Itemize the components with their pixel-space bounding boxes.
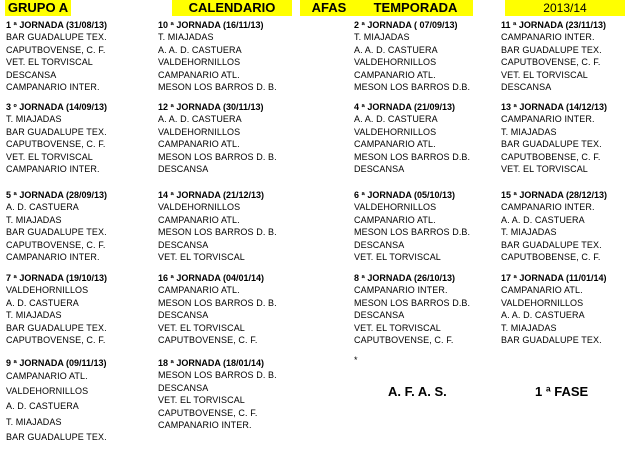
team-entry: MESON LOS BARROS D. B.: [158, 82, 277, 92]
team-entry: CAMPANARIO INTER.: [6, 252, 100, 262]
jornada-block: [350, 272, 500, 347]
jornada-block: [2, 189, 152, 264]
team-entry: VALDEHORNILLOS: [6, 386, 89, 397]
team-entry: DESCANSA: [158, 164, 209, 174]
team-entry: MESON LOS BARROS D.B.: [354, 297, 471, 308]
team-entry: VALDEHORNILLOS: [354, 126, 437, 137]
team-entry: VALDEHORNILLOS: [354, 202, 437, 212]
team-entry: VALDEHORNILLOS: [354, 57, 437, 67]
team-entry: VALDEHORNILLOS: [158, 126, 241, 137]
group-title: GRUPO A: [5, 0, 71, 16]
team-entry: A. D. CASTUERA: [6, 297, 79, 308]
team-entry: BAR GUADALUPE TEX.: [6, 126, 107, 137]
jornada-block: [2, 357, 152, 445]
jornada-title: 4 ª JORNADA (21/09/13): [354, 102, 456, 112]
team-entry: T. MIAJADAS: [354, 32, 410, 42]
jornada-title: 9 ª JORNADA (09/11/13): [6, 358, 107, 368]
team-entry: CAMPANARIO INTER.: [501, 32, 595, 42]
team-entry: T. MIAJADAS: [501, 322, 557, 333]
jornada-block: [350, 19, 500, 94]
team-entry: MESON LOS BARROS D. B.: [158, 297, 277, 308]
jornada-title: 11 ª JORNADA (23/11/13): [501, 20, 607, 30]
jornada-block: [350, 101, 500, 176]
team-entry: DESCANSA: [158, 382, 209, 393]
team-entry: BAR GUADALUPE TEX.: [501, 335, 602, 345]
team-entry: DESCANSA: [354, 164, 405, 174]
team-entry: VET. EL TORVISCAL: [354, 322, 441, 333]
jornada-title: 8 ª JORNADA (26/10/13): [354, 273, 456, 283]
jornada-title: 7 ª JORNADA (19/10/13): [6, 273, 108, 283]
team-entry: DESCANSA: [354, 239, 405, 250]
team-entry: A. A. D. CASTUERA: [158, 44, 242, 55]
team-entry: A. D. CASTUERA: [6, 401, 79, 412]
jornada-block: [154, 189, 304, 264]
team-entry: T. MIAJADAS: [501, 227, 557, 237]
team-entry: CAPUTBOVENSE, C. F.: [158, 407, 258, 418]
team-entry: BAR GUADALUPE TEX.: [6, 227, 107, 237]
team-entry: DESCANSA: [501, 82, 552, 92]
team-entry: T. MIAJADAS: [6, 310, 62, 320]
footer-phase: 1 ª FASE: [535, 384, 589, 399]
team-entry: BAR GUADALUPE TEX.: [6, 32, 107, 42]
team-entry: DESCANSA: [354, 310, 405, 320]
jornada-title: 12 ª JORNADA (30/11/13): [158, 102, 264, 112]
team-entry: DESCANSA: [158, 310, 209, 320]
team-entry: BAR GUADALUPE TEX.: [6, 431, 107, 442]
team-entry: CAMPANARIO INTER.: [354, 285, 448, 295]
team-entry: T. MIAJADAS: [6, 214, 62, 225]
team-entry: VALDEHORNILLOS: [6, 285, 89, 295]
jornada-title: 14 ª JORNADA (21/12/13): [158, 190, 265, 200]
jornada-block: [350, 189, 500, 264]
team-entry: A. A. D. CASTUERA: [158, 114, 242, 124]
jornada-title: 2 ª JORNADA ( 07/09/13): [354, 20, 458, 30]
jornada-block: [2, 19, 152, 94]
jornada-block: [497, 272, 640, 347]
team-entry: T. MIAJADAS: [158, 32, 214, 42]
jornada-block: [497, 189, 640, 264]
team-entry: DESCANSA: [158, 239, 209, 250]
team-entry: CAMPANARIO ATL.: [354, 69, 436, 80]
team-entry: BAR GUADALUPE TEX.: [501, 44, 602, 55]
team-entry: VET. EL TORVISCAL: [501, 69, 588, 80]
team-entry: VET. EL TORVISCAL: [158, 252, 245, 262]
team-entry: MESON LOS BARROS D.B.: [354, 82, 471, 92]
team-entry: CAMPANARIO INTER.: [501, 114, 595, 124]
team-entry: A. A. D. CASTUERA: [501, 310, 585, 320]
team-entry: VET. EL TORVISCAL: [158, 322, 245, 333]
team-entry: CAPUTBOVENSE, C. F.: [6, 239, 106, 250]
team-entry: CAPUTBOBENSE, C. F.: [501, 252, 601, 262]
team-entry: CAMPANARIO INTER.: [6, 82, 100, 92]
team-entry: CAPUTBOVENSE, C. F.: [354, 335, 454, 345]
jornada-block: [497, 19, 640, 94]
team-entry: CAPUTBOVENSE, C. F.: [501, 57, 601, 67]
team-entry: CAMPANARIO ATL.: [158, 139, 240, 149]
team-entry: VET. EL TORVISCAL: [501, 164, 588, 174]
jornada-title: 13 ª JORNADA (14/12/13): [501, 102, 608, 112]
team-entry: MESON LOS BARROS D.B.: [354, 227, 471, 237]
jornada-title: 18 ª JORNADA (18/01/14): [158, 358, 265, 368]
team-entry: A. A. D. CASTUERA: [354, 44, 438, 55]
team-entry: A. A. D. CASTUERA: [501, 214, 585, 225]
asterisk-mark: *: [354, 355, 358, 365]
jornada-block: [2, 101, 152, 176]
team-entry: CAMPANARIO INTER.: [6, 164, 100, 174]
jornada-title: 16 ª JORNADA (04/01/14): [158, 273, 265, 283]
jornada-title: 15 ª JORNADA (28/12/13): [501, 190, 608, 200]
jornada-title: 6 ª JORNADA (05/10/13): [354, 190, 456, 200]
team-entry: CAMPANARIO ATL.: [158, 285, 240, 295]
team-entry: CAPUTBOBENSE, C. F.: [501, 151, 601, 162]
jornada-block: [497, 101, 640, 176]
team-entry: VALDEHORNILLOS: [501, 297, 584, 308]
team-entry: BAR GUADALUPE TEX.: [501, 139, 602, 149]
header-bar: [0, 0, 640, 16]
team-entry: A. D. CASTUERA: [6, 202, 79, 212]
team-entry: CAPUTBOVENSE, C. F.: [6, 44, 106, 55]
team-entry: MESON LOS BARROS D.B.: [354, 151, 471, 162]
season-label: 2013/14: [505, 0, 625, 16]
jornada-block: [154, 101, 304, 176]
jornada-title: 3 º JORNADA (14/09/13): [6, 102, 107, 112]
team-entry: CAPUTBOVENSE, C. F.: [158, 335, 258, 345]
team-entry: VET. EL TORVISCAL: [6, 151, 93, 162]
team-entry: BAR GUADALUPE TEX.: [6, 322, 107, 333]
team-entry: T. MIAJADAS: [501, 126, 557, 137]
team-entry: T. MIAJADAS: [6, 416, 62, 427]
temporada-title: TEMPORADA: [358, 0, 473, 16]
team-entry: MESON LOS BARROS D. B.: [158, 227, 277, 237]
footer-org: A. F. A. S.: [388, 384, 447, 399]
team-entry: CAMPANARIO ATL.: [158, 214, 240, 225]
calendar-title: CALENDARIO: [172, 0, 292, 16]
team-entry: MESON LOS BARROS D. B.: [158, 370, 277, 380]
team-entry: VALDEHORNILLOS: [158, 202, 241, 212]
org-title: AFAS: [300, 0, 358, 16]
team-entry: A. A. D. CASTUERA: [354, 114, 438, 124]
team-entry: CAMPANARIO ATL.: [158, 69, 240, 80]
jornada-block: [2, 272, 152, 347]
jornada-block: [154, 19, 304, 94]
team-entry: T. MIAJADAS: [6, 114, 62, 124]
jornada-title: 1 ª JORNADA (31/08/13): [6, 20, 108, 30]
team-entry: CAMPANARIO ATL.: [354, 139, 436, 149]
team-entry: CAPUTBOVENSE, C. F.: [6, 139, 106, 149]
team-entry: CAMPANARIO ATL.: [501, 285, 583, 295]
team-entry: DESCANSA: [6, 69, 57, 80]
team-entry: CAMPANARIO ATL.: [6, 371, 88, 381]
jornada-title: 17 ª JORNADA (11/01/14): [501, 273, 607, 283]
team-entry: CAMPANARIO INTER.: [158, 420, 252, 430]
team-entry: VET. EL TORVISCAL: [158, 395, 245, 405]
jornada-title: 10 ª JORNADA (16/11/13): [158, 20, 264, 30]
team-entry: BAR GUADALUPE TEX.: [501, 239, 602, 250]
team-entry: VALDEHORNILLOS: [158, 57, 241, 67]
team-entry: MESON LOS BARROS D. B.: [158, 151, 277, 162]
team-entry: CAPUTBOVENSE, C. F.: [6, 335, 106, 345]
team-entry: VET. EL TORVISCAL: [354, 252, 441, 262]
team-entry: CAMPANARIO ATL.: [354, 214, 436, 225]
team-entry: CAMPANARIO INTER.: [501, 202, 595, 212]
jornada-block: [154, 272, 304, 347]
jornada-title: 5 ª JORNADA (28/09/13): [6, 190, 108, 200]
team-entry: VET. EL TORVISCAL: [6, 57, 93, 67]
jornada-block: [154, 357, 304, 432]
